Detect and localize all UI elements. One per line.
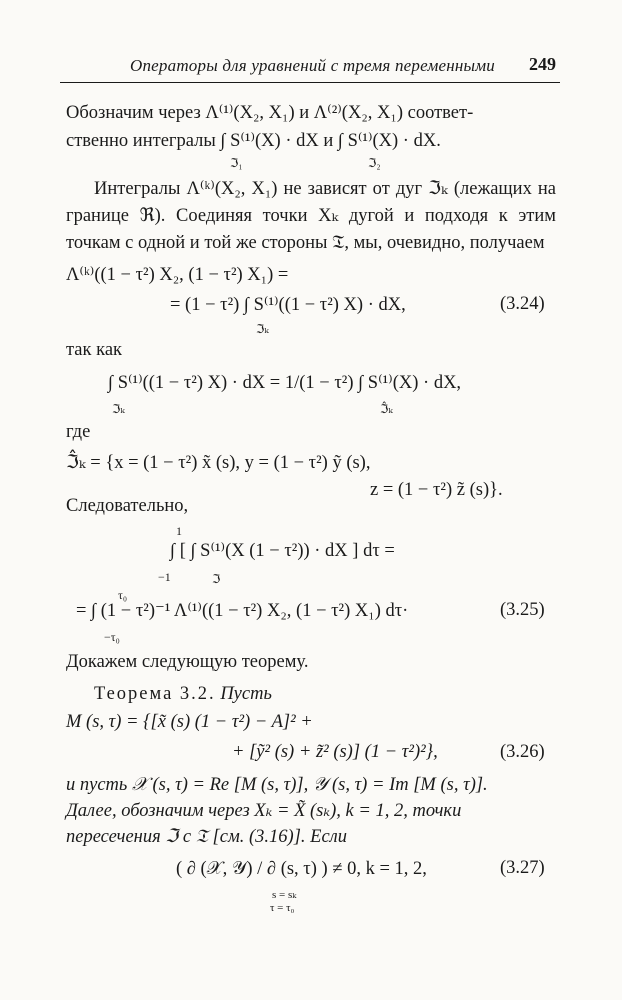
equation-3-25-line-1: ∫ [ ∫ S⁽¹⁾(X (1 − τ²)) · dX ] dτ = bbox=[170, 541, 395, 561]
equation-tak-kak-subscript-1: ℑₖ bbox=[112, 402, 125, 416]
equation-3-24-line-1: Λ⁽ᵏ⁾((1 − τ²) X₂, (1 − τ²) X₁) = bbox=[66, 265, 289, 285]
equation-number-3-26: (3.26) bbox=[500, 742, 545, 762]
definition-line-1: ℑ̂ₖ = {x = (1 − τ²) x̃ (s), y = (1 − τ²) ỹ (s), bbox=[66, 453, 371, 473]
theorem-line-3: пересечения ℑ с 𝔗 [см. (3.16)]. Если bbox=[66, 827, 347, 847]
tak-kak-label: так как bbox=[66, 340, 123, 360]
sledovatelno-label: Следовательно, bbox=[66, 496, 189, 516]
integral-subscript-2: ℑ₂ bbox=[368, 156, 381, 170]
equation-3-25-line-2-lower: −τ₀ bbox=[104, 630, 120, 644]
equation-tak-kak-subscript-2: ℑ̂ₖ bbox=[380, 402, 393, 416]
paragraph-1-line-1: Обозначим через Λ⁽¹⁾(X₂, X₁) и Λ⁽²⁾(X₂, X₁) соответ- bbox=[66, 103, 474, 123]
equation-3-25-inner-subscript: ℑ bbox=[212, 572, 221, 586]
theorem-heading bbox=[94, 684, 272, 705]
equation-number-3-24: (3.24) bbox=[500, 294, 545, 314]
equation-3-26-line-2: + [ỹ² (s) + z̃² (s)] (1 − τ²)²}, bbox=[232, 742, 438, 762]
equation-3-27-subscript-2: τ = τ₀ bbox=[270, 902, 295, 914]
equation-3-26-line-1: M (s, τ) = {[x̃ (s) (1 − τ²) − A]² + bbox=[66, 712, 313, 732]
theorem-line-2: Далее, обозначим через Xₖ = X̃ (sₖ), k = 1, 2, точки bbox=[66, 801, 462, 821]
equation-3-25-upper-limit: 1 bbox=[176, 524, 182, 538]
equation-3-27-subscript-1: s = sₖ bbox=[272, 889, 297, 901]
gde-label: где bbox=[66, 422, 91, 442]
theorem-line-1: и пусть 𝒳 (s, τ) = Re [M (s, τ)], 𝒴 (s, τ) = Im [M (s, τ)]. bbox=[66, 775, 488, 795]
equation-tak-kak: ∫ S⁽¹⁾((1 − τ²) X) · dX = 1/(1 − τ²) ∫ S⁽¹⁾(X) · dX, bbox=[108, 373, 462, 393]
equation-3-25-line-2: = ∫ (1 − τ²)⁻¹ Λ⁽¹⁾((1 − τ²) X₂, (1 − τ²) X₁) dτ· bbox=[76, 601, 409, 621]
integral-subscript-1: ℑ₁ bbox=[230, 156, 243, 170]
theorem-label: Теорема 3.2. bbox=[94, 684, 216, 704]
definition-line-2: z = (1 − τ²) z̃ (s)}. bbox=[370, 480, 503, 500]
equation-3-25-line-2-upper: τ₀ bbox=[118, 588, 128, 602]
equation-3-25-lower-limit: −1 bbox=[158, 570, 171, 584]
equation-3-27: ( ∂ (𝒳, 𝒴) / ∂ (s, τ) ) ≠ 0, k = 1, 2, bbox=[176, 859, 427, 879]
theorem-puste: Пусть bbox=[220, 684, 272, 704]
page-number: 249 bbox=[529, 54, 556, 74]
equation-3-24-subscript: ℑₖ bbox=[256, 322, 269, 336]
paragraph-2: Интегралы Λ⁽ᵏ⁾(X₂, X₁) не зависят от дуг ℑₖ (лежащих на границе ℜ). Соединяя точки Xₖ дугой и подходя к этим точкам с одной и той же стороны 𝔗, мы, очевидно, получаем bbox=[66, 179, 556, 253]
equation-number-3-25: (3.25) bbox=[500, 600, 545, 620]
running-title: Операторы для уравнений с тремя переменными bbox=[130, 56, 495, 75]
equation-number-3-27: (3.27) bbox=[500, 858, 545, 878]
running-header bbox=[60, 48, 560, 83]
paragraph-1-line-2: ственно интегралы ∫ S⁽¹⁾(X) · dX и ∫ S⁽¹⁾(X) · dX. bbox=[66, 131, 441, 151]
equation-3-24-line-2: = (1 − τ²) ∫ S⁽¹⁾((1 − τ²) X) · dX, bbox=[170, 295, 406, 315]
dokazhem-line: Докажем следующую теорему. bbox=[66, 652, 309, 672]
